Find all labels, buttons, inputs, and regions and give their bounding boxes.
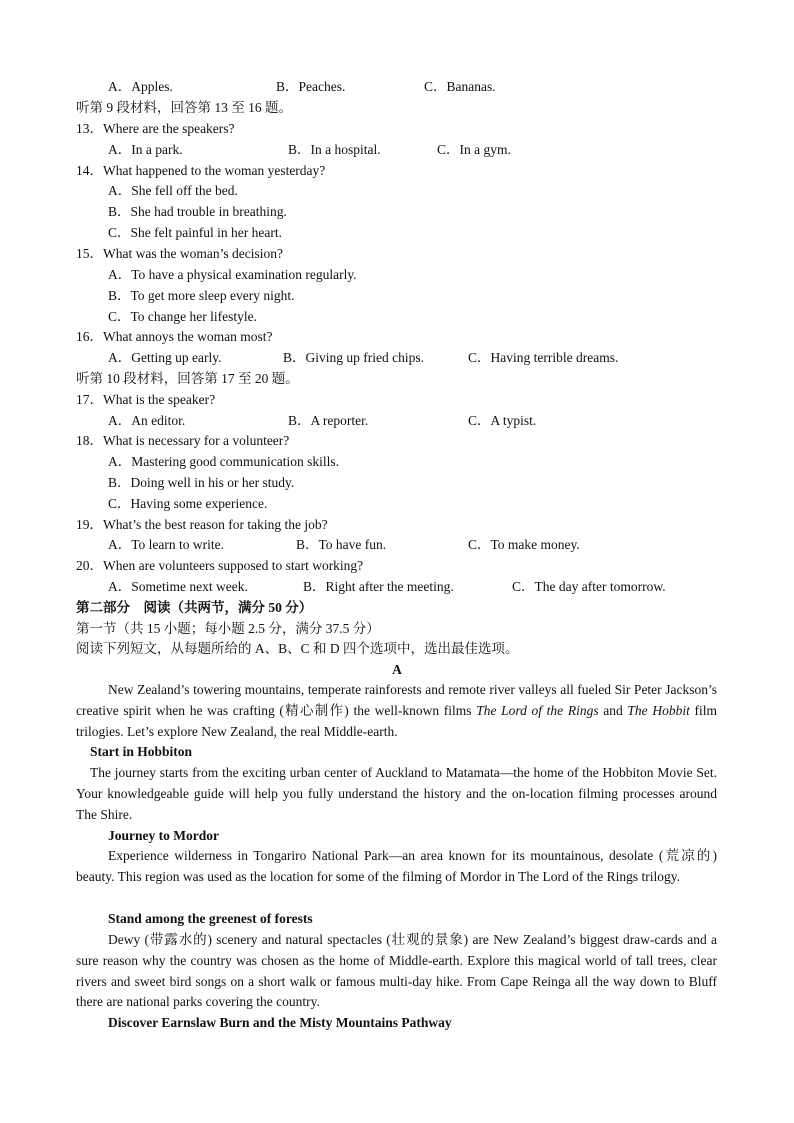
passage-paragraph-1: New Zealand’s towering mountains, temperate rainforests and remote river valleys all fueled Sir Peter Jackson’s creative spirit when he was crafting (精心制作) the well-known films The Lord of the Rings and The Hobbit film trilogies. Let’s explore New Zealand, the real Middle-earth. — [76, 682, 718, 739]
passage-paragraph-2: The journey starts from the exciting urban center of Auckland to Matamata—the home of the Hobbiton Movie Set. Your knowledgeable guide will help you fully understand the history and the on-location filming processes around The Shire. — [76, 765, 717, 822]
subheading-hobbiton: Start in Hobbiton — [90, 744, 193, 759]
q15-option-c: C．To change her lifestyle. — [108, 309, 258, 324]
q14-option-b: B．She had trouble in breathing. — [108, 204, 287, 219]
q14-option-a: A．She fell off the bed. — [108, 183, 238, 198]
passage-paragraph-3: Experience wilderness in Tongariro National Park—an area known for its mountainous, desolate (荒凉的) beauty. This region was used as the location for some of the filming of Mordor in The Lord of the Rings trilogy. — [76, 848, 717, 884]
passage-paragraph-4: Dewy (带露水的) scenery and natural spectacles (壮观的景象) are New Zealand’s biggest draw-cards and a sure reason why the country was chosen as the home of Middle-earth. Explore this magical world of tall trees, clear rivers and sweet bird songs on a short walk or famous multi-day hike. From Cape Reinga all the way down to Bluff there are national parks covering the country. — [76, 932, 717, 1010]
q12-option-a: A．Apples. — [108, 79, 173, 94]
q19-option-c: C．To make money. — [468, 537, 580, 552]
q19-option-b: B．To have fun. — [296, 537, 387, 552]
q16-option-c: C．Having terrible dreams. — [468, 350, 619, 365]
subheading-forests: Stand among the greenest of forests — [108, 911, 313, 926]
q18-option-c: C．Having some experience. — [108, 496, 268, 511]
q15-stem: 15．What was the woman’s decision? — [76, 246, 283, 261]
film-title-lotr: The Lord of the Rings — [476, 702, 599, 718]
q12-option-b: B．Peaches. — [276, 79, 346, 94]
q20-option-c: C．The day after tomorrow. — [512, 579, 666, 594]
q20-stem: 20．When are volunteers supposed to start working? — [76, 558, 364, 573]
subheading-mordor: Journey to Mordor — [108, 828, 219, 843]
section-10-heading: 听第 10 段材料，回答第 17 至 20 题。 — [76, 371, 299, 386]
q16-option-a: A．Getting up early. — [108, 350, 222, 365]
passage-letter: A — [392, 662, 402, 677]
q14-stem: 14．What happened to the woman yesterday? — [76, 163, 326, 178]
q17-option-c: C．A typist. — [468, 413, 537, 428]
q18-option-b: B．Doing well in his or her study. — [108, 475, 295, 490]
q18-option-a: A．Mastering good communication skills. — [108, 454, 339, 469]
q20-option-a: A．Sometime next week. — [108, 579, 248, 594]
q17-stem: 17．What is the speaker? — [76, 392, 216, 407]
q19-stem: 19．What’s the best reason for taking the job? — [76, 517, 328, 532]
section-1-heading: 第一节（共 15 小题；每小题 2.5 分，满分 37.5 分） — [76, 621, 380, 636]
q13-option-a: A．In a park. — [108, 142, 183, 157]
q18-stem: 18．What is necessary for a volunteer? — [76, 433, 290, 448]
q13-stem: 13．Where are the speakers? — [76, 121, 235, 136]
part-2-heading: 第二部分 阅读（共两节，满分 50 分） — [76, 600, 313, 615]
q17-option-b: B．A reporter. — [288, 413, 369, 428]
q15-option-a: A．To have a physical examination regularly. — [108, 267, 357, 282]
q13-option-b: B．In a hospital. — [288, 142, 381, 157]
subheading-earnslaw: Discover Earnslaw Burn and the Misty Mountains Pathway — [108, 1015, 452, 1030]
film-title-hobbit: The Hobbit — [627, 702, 690, 718]
q13-option-c: C．In a gym. — [437, 142, 511, 157]
section-9-heading: 听第 9 段材料，回答第 13 至 16 题。 — [76, 100, 292, 115]
q15-option-b: B．To get more sleep every night. — [108, 288, 295, 303]
q16-option-b: B．Giving up fried chips. — [283, 350, 424, 365]
q12-option-c: C．Bananas. — [424, 79, 496, 94]
q19-option-a: A．To learn to write. — [108, 537, 225, 552]
reading-instruction: 阅读下列短文，从每题所给的 A、B、C 和 D 四个选项中，选出最佳选项。 — [76, 641, 519, 656]
q16-stem: 16．What annoys the woman most? — [76, 329, 273, 344]
q20-option-b: B．Right after the meeting. — [303, 579, 454, 594]
q14-option-c: C．She felt painful in her heart. — [108, 225, 282, 240]
q17-option-a: A．An editor. — [108, 413, 186, 428]
